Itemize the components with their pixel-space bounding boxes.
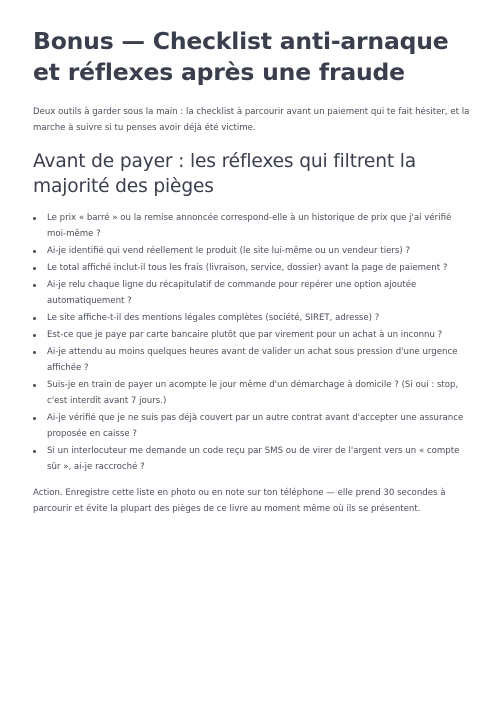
bullet-icon (33, 250, 36, 253)
bullet-icon (33, 417, 36, 420)
document-page (33, 26, 470, 517)
intro-paragraph: Deux outils à garder sous la main : la checklist à parcourir avant un paiement qui te fait hésiter, et la marche à suivre si tu penses avoir déjà été victime. (33, 107, 470, 133)
checklist-item (33, 344, 470, 376)
checklist-item-text: Le prix « barré » ou la remise annoncée correspond-elle à un historique de prix que j'ai vérifié moi-même ? (47, 213, 452, 239)
checklist-item (33, 327, 470, 343)
action-paragraph: Action. Enregistre cette liste en photo ou en note sur ton téléphone — elle prend 30 secondes à parcourir et évite la plupart des pièges de ce livre au moment même où ils se présentent. (33, 488, 446, 514)
bullet-icon (33, 450, 36, 453)
checklist-item (33, 310, 470, 326)
checklist-item-text: Ai-je identifié qui vend réellement le produit (le site lui-même ou un vendeur tiers) ? (47, 246, 411, 256)
bullet-icon (33, 217, 36, 220)
checklist-item-text: Ai-je attendu au moins quelques heures avant de valider un achat sous pression d'une urgence affichée ? (47, 347, 458, 373)
checklist-item (33, 377, 470, 409)
checklist-item (33, 277, 470, 309)
checklist (33, 210, 470, 475)
checklist-item (33, 260, 470, 276)
bullet-icon (33, 351, 36, 354)
bullet-icon (33, 317, 36, 320)
document-title: Bonus — Checklist anti-arnaque et réflexes après une fraude (33, 27, 449, 86)
bullet-icon (33, 267, 36, 270)
checklist-item-text: Ai-je relu chaque ligne du récapitulatif de commande pour repérer une option ajoutée automatiquement ? (47, 280, 417, 306)
bullet-icon (33, 384, 36, 387)
checklist-item (33, 243, 470, 259)
section-heading: Avant de payer : les réflexes qui filtrent la majorité des pièges (33, 151, 417, 197)
checklist-item-text: Est-ce que je paye par carte bancaire plutôt que par virement pour un achat à un inconnu ? (47, 330, 443, 340)
bullet-icon (33, 334, 36, 337)
checklist-item (33, 410, 470, 442)
checklist-item-text: Le site affiche-t-il des mentions légales complètes (société, SIRET, adresse) ? (47, 313, 380, 323)
checklist-item (33, 443, 470, 475)
checklist-item (33, 210, 470, 242)
bullet-icon (33, 284, 36, 287)
checklist-item-text: Ai-je vérifié que je ne suis pas déjà couvert par un autre contrat avant d'accepter une assurance proposée en caisse ? (47, 413, 464, 439)
checklist-item-text: Si un interlocuteur me demande un code reçu par SMS ou de virer de l'argent vers un « compte sûr », ai-je raccroché ? (47, 446, 460, 472)
checklist-item-text: Le total affiché inclut-il tous les frais (livraison, service, dossier) avant la page de paiement ? (47, 263, 448, 273)
checklist-item-text: Suis-je en train de payer un acompte le jour même d'un démarchage à domicile ? (Si oui : stop, c'est interdit avant 7 jours.) (47, 380, 459, 406)
